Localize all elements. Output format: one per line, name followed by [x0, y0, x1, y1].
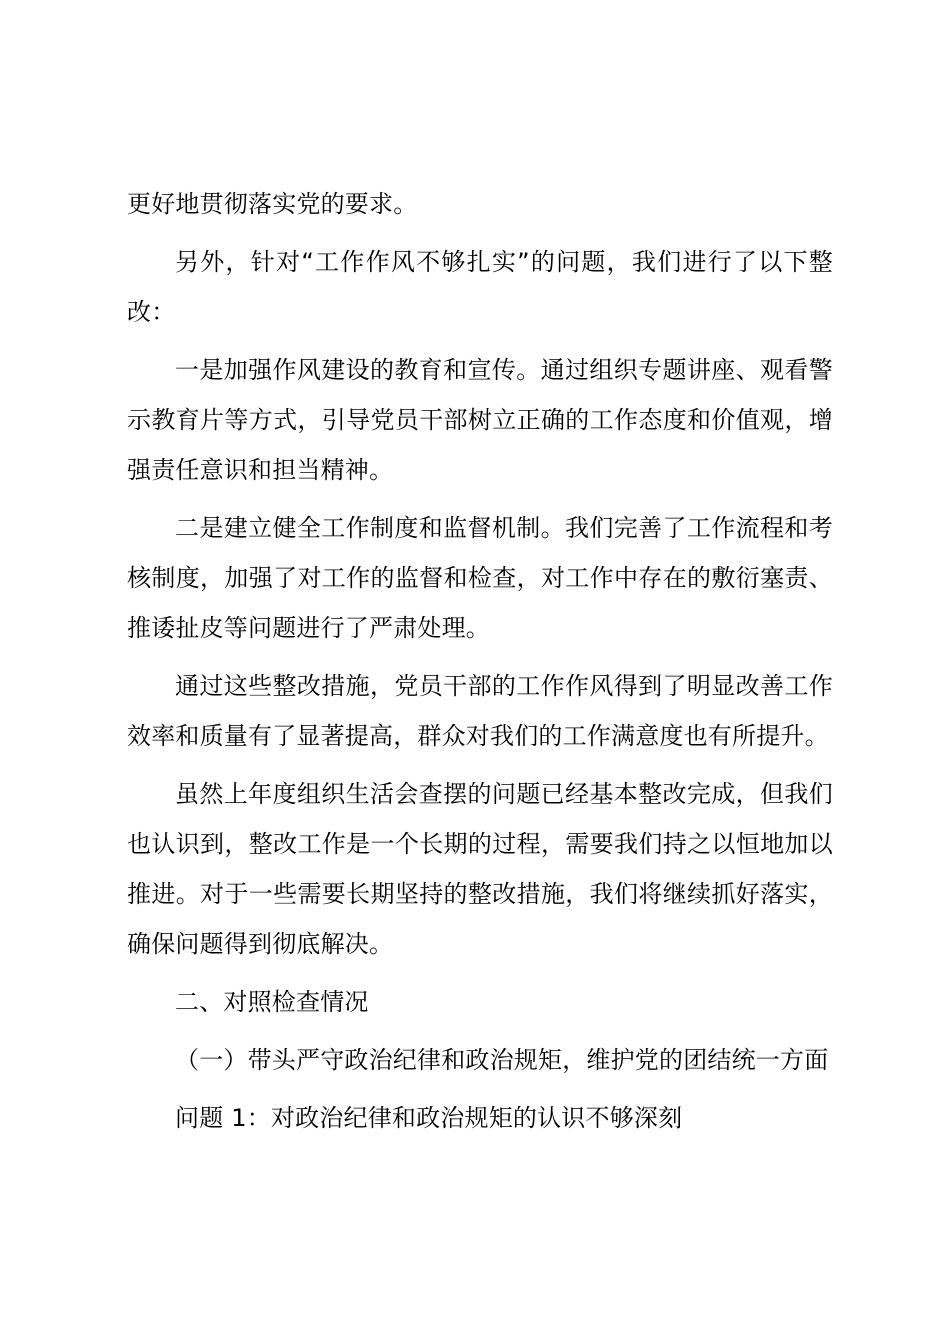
paragraph-measure-two: 二是建立健全工作制度和监督机制。我们完善了工作流程和考核制度，加强了对工作的监督和检查，对工作中存在的敷衍塞责、推诿扯皮等问题进行了严肃处理。 — [127, 514, 833, 642]
section-heading: 二、对照检查情况 — [175, 988, 369, 1016]
subsection-heading: （一）带头严守政治纪律和政治规矩，维护党的团结统一方面 — [175, 1046, 829, 1074]
paragraph-intro-rectification: 另外，针对“工作作风不够扎实”的问题，我们进行了以下整改： — [127, 248, 833, 326]
paragraph-measure-one: 一是加强作风建设的教育和宣传。通过组织专题讲座、观看警示教育片等方式，引导党员干部树立正确的工作态度和价值观，增强责任意识和担当精神。 — [127, 356, 833, 484]
problem-heading: 问题 1：对政治纪律和政治规矩的认识不够深刻 — [175, 1104, 683, 1132]
document-page — [127, 179, 833, 1151]
paragraph-results: 通过这些整改措施，党员干部的工作作风得到了明显改善工作效率和质量有了显著提高，群众对我们的工作满意度也有所提升。 — [127, 672, 833, 750]
paragraph-continuation: 更好地贯彻落实党的要求。 — [127, 190, 418, 218]
paragraph-ongoing-work: 虽然上年度组织生活会查摆的问题已经基本整改完成，但我们也认识到，整改工作是一个长期的过程，需要我们持之以恒地加以推进。对于一些需要长期坚持的整改措施，我们将继续抓好落实，确保问题得到彻底解决。 — [127, 780, 833, 958]
